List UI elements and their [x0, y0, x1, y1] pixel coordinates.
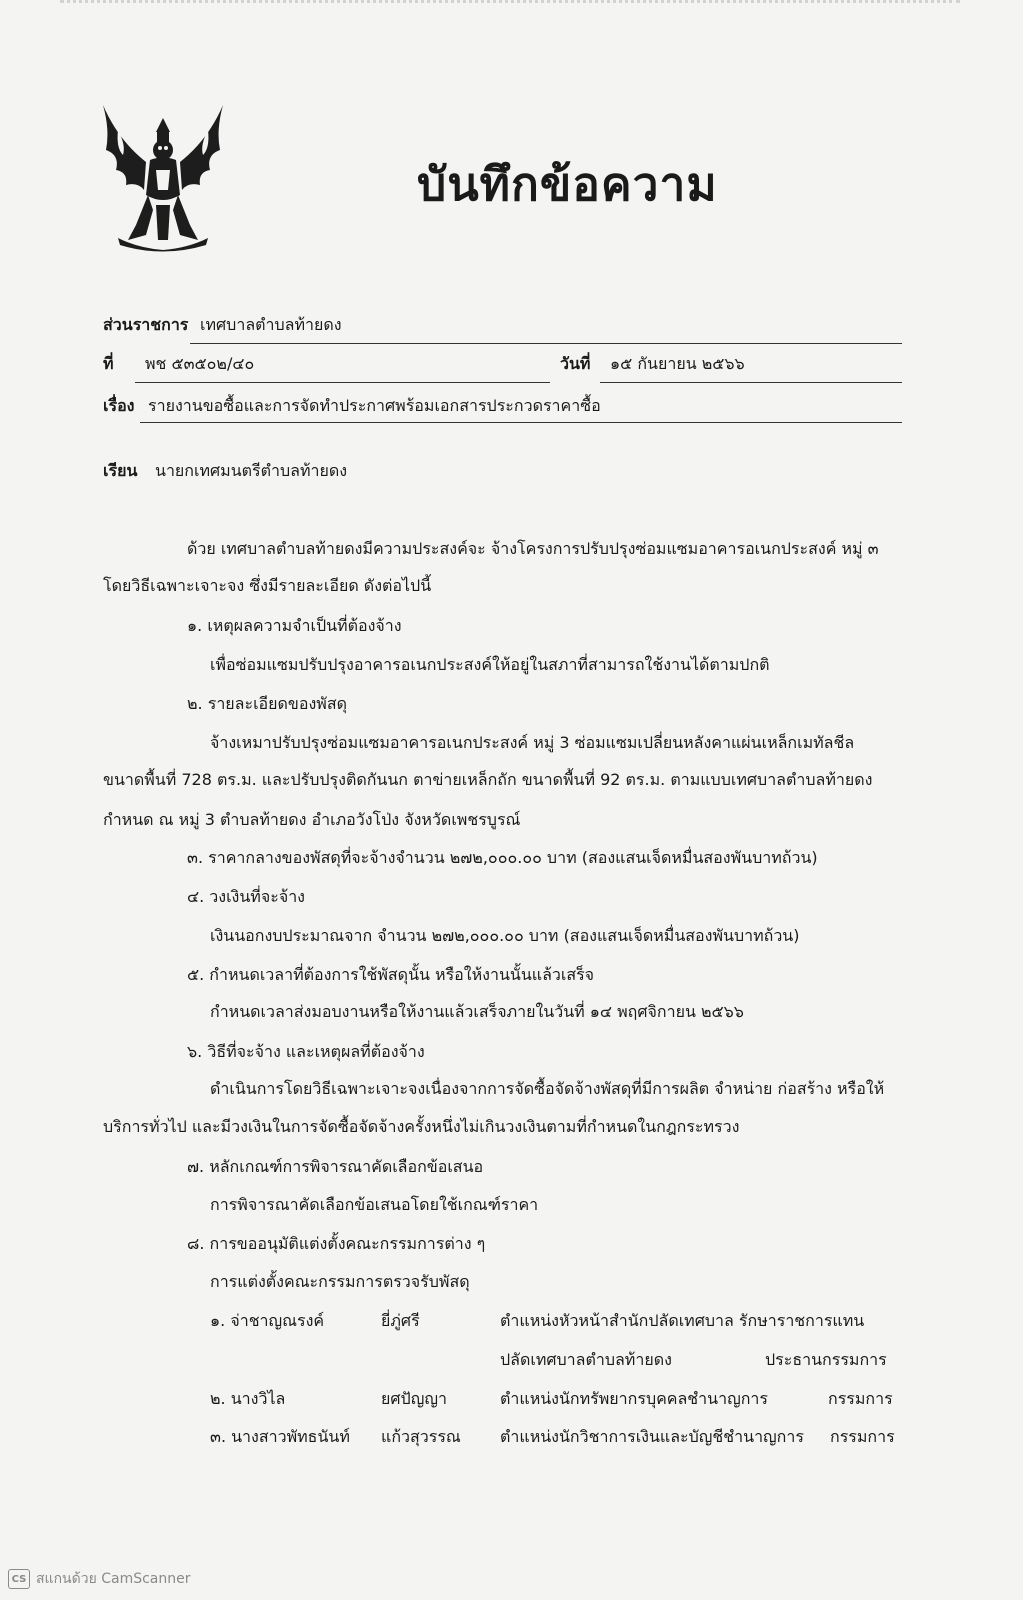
section-heading: ๒. รายละเอียดของพัสดุ [187, 694, 347, 713]
ref-value: พช ๕๓๕๐๒/๔๐ [145, 354, 255, 373]
ref-label: ที่ [103, 354, 114, 373]
camscanner-watermark [8, 1568, 191, 1590]
committee-surname: แก้วสุวรรณ [381, 1427, 461, 1446]
committee-role: กรรมการ [828, 1389, 893, 1408]
section-heading: ๕. กำหนดเวลาที่ต้องการใช้พัสดุนั้น หรือให้งานนั้นแล้วเสร็จ [187, 965, 595, 984]
body-line: ดำเนินการโดยวิธีเฉพาะเจาะจงเนื่องจากการจัดซื้อจัดจ้างพัสดุที่มีการผลิต จำหน่าย ก่อสร้าง หรือให้ [210, 1079, 885, 1098]
body-line: ขนาดพื้นที่ 728 ตร.ม. และปรับปรุงติดกันนก ตาข่ายเหล็กถัก ขนาดพื้นที่ 92 ตร.ม. ตามแบบเทศบาลตำบลท้ายดง [103, 770, 873, 789]
section-heading: ๔. วงเงินที่จะจ้าง [187, 887, 305, 906]
committee-position: ตำแหน่งนักวิชาการเงินและบัญชีชำนาญการ [500, 1427, 804, 1446]
section-heading: ๑. เหตุผลความจำเป็นที่ต้องจ้าง [187, 616, 402, 635]
committee-role: ประธานกรรมการ [765, 1350, 887, 1369]
committee-name: ๓. นางสาวพัทธนันท์ [210, 1427, 350, 1446]
body-line: โดยวิธีเฉพาะเจาะจง ซึ่งมีรายละเอียด ดังต่อไปนี้ [103, 576, 432, 595]
subject-value: รายงานขอซื้อและการจัดทำประกาศพร้อมเอกสารประกวดราคาซื้อ [148, 396, 601, 415]
committee-surname: ยศปัญญา [381, 1389, 447, 1408]
memo-title: บันทึกข้อความ [417, 157, 718, 211]
body-line: กำหนด ณ หมู่ 3 ตำบลท้ายดง อำเภอวังโป่ง จังหวัดเพชรบูรณ์ [103, 810, 521, 829]
committee-position: ตำแหน่งนักทรัพยากรบุคคลชำนาญการ [500, 1389, 768, 1408]
to-value: นายกเทศมนตรีตำบลท้ายดง [155, 461, 348, 480]
agency-value: เทศบาลตำบลท้ายดง [200, 315, 342, 334]
committee-name: ๑. จ่าชาญณรงค์ [210, 1311, 325, 1330]
date-underline [600, 382, 902, 383]
body-line: เงินนอกงบประมาณจาก จำนวน ๒๗๒,๐๐๐.๐๐ บาท (สองแสนเจ็ดหมื่นสองพันบาทถ้วน) [210, 926, 800, 945]
ref-underline [135, 382, 550, 383]
section-heading: ๘. การขออนุมัติแต่งตั้งคณะกรรมการต่าง ๆ [187, 1234, 486, 1253]
body-line: การพิจารณาคัดเลือกข้อเสนอโดยใช้เกณฑ์ราคา [210, 1195, 539, 1214]
committee-name: ๒. นางวิไล [210, 1389, 286, 1408]
committee-position: ตำแหน่งหัวหน้าสำนักปลัดเทศบาล รักษาราชการแทน [500, 1311, 865, 1330]
camscanner-text: สแกนด้วย CamScanner [36, 1571, 191, 1587]
body-line: เพื่อซ่อมแซมปรับปรุงอาคารอเนกประสงค์ให้อยู่ในสภาที่สามารถใช้งานได้ตามปกติ [210, 655, 770, 674]
section-heading: ๖. วิธีที่จะจ้าง และเหตุผลที่ต้องจ้าง [187, 1042, 425, 1061]
committee-role: กรรมการ [830, 1427, 895, 1446]
scan-artifact [60, 0, 960, 15]
body-line: บริการทั่วไป และมีวงเงินในการจัดซื้อจัดจ้างครั้งหนึ่งไม่เกินวงเงินตามที่กำหนดในกฎกระทรวง [103, 1117, 740, 1136]
section-heading: ๗. หลักเกณฑ์การพิจารณาคัดเลือกข้อเสนอ [187, 1157, 484, 1176]
body-line: กำหนดเวลาส่งมอบงานหรือให้งานแล้วเสร็จภายในวันที่ ๑๔ พฤศจิกายน ๒๕๖๖ [210, 1002, 744, 1021]
subject-label: เรื่อง [103, 396, 135, 415]
date-value: ๑๕ กันยายน ๒๕๖๖ [610, 354, 745, 373]
to-label: เรียน [103, 461, 138, 480]
committee-position: ปลัดเทศบาลตำบลท้ายดง [500, 1350, 672, 1369]
section-heading: ๓. ราคากลางของพัสดุที่จะจ้างจำนวน ๒๗๒,๐๐๐.๐๐ บาท (สองแสนเจ็ดหมื่นสองพันบาทถ้วน) [187, 848, 818, 867]
camscanner-logo-icon: CS [8, 1569, 30, 1589]
committee-surname: ยี่ภู่ศรี [381, 1311, 420, 1330]
agency-label: ส่วนราชการ [103, 315, 189, 334]
body-line: การแต่งตั้งคณะกรรมการตรวจรับพัสดุ [210, 1272, 470, 1291]
garuda-emblem-icon [98, 100, 228, 255]
body-line: ด้วย เทศบาลตำบลท้ายดงมีความประสงค์จะ จ้างโครงการปรับปรุงซ่อมแซมอาคารอเนกประสงค์ หมู่ ๓ [187, 539, 879, 558]
agency-underline [190, 343, 902, 344]
body-line: จ้างเหมาปรับปรุงซ่อมแซมอาคารอเนกประสงค์ หมู่ 3 ซ่อมแซมเปลี่ยนหลังคาแผ่นเหล็กเมทัลชีล [210, 733, 855, 752]
date-label: วันที่ [560, 354, 591, 373]
subject-underline [140, 422, 902, 423]
